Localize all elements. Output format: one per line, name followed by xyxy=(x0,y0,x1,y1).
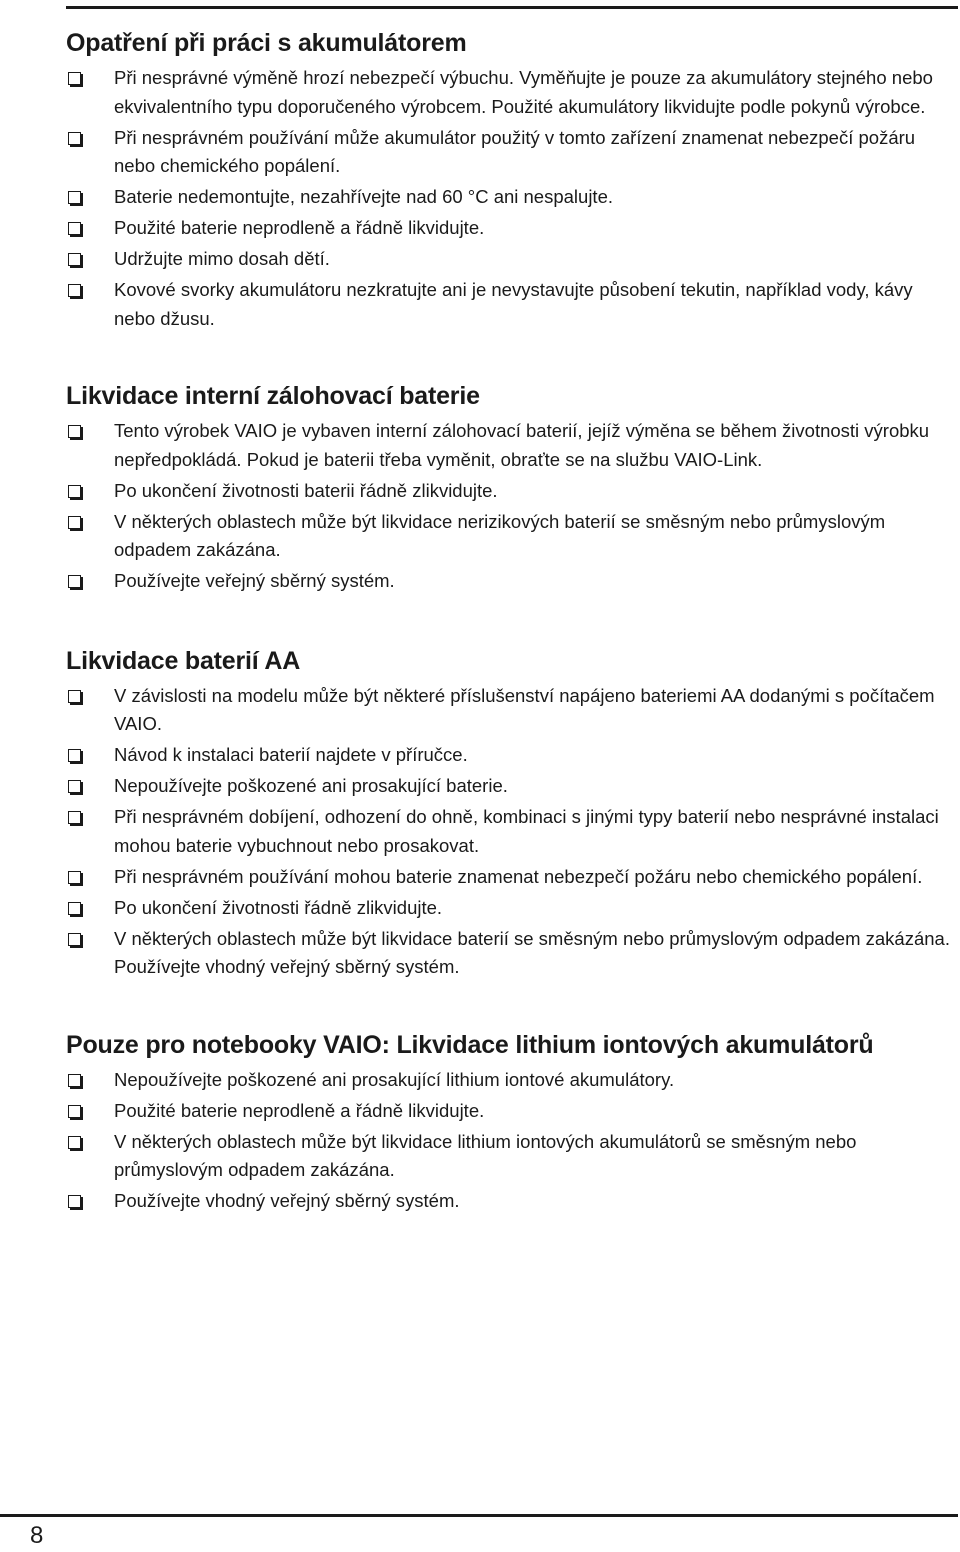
list-item xyxy=(66,741,958,770)
list-item-text: Při nesprávném používání může akumulátor použitý v tomto zařízení znamenat nebezpečí požáru nebo chemického popálení. xyxy=(114,126,916,176)
list-item xyxy=(66,894,958,923)
list-item xyxy=(66,1187,958,1216)
section-aa-batteries xyxy=(66,644,958,982)
bullet-list xyxy=(66,1066,958,1216)
list-item-text: Kovové svorky akumulátoru nezkratujte ani je nevystavujte působení tekutin, například vody, kávy nebo džusu. xyxy=(114,279,913,329)
checkbox-bullet-icon xyxy=(68,425,81,438)
list-item xyxy=(66,64,958,121)
checkbox-bullet-icon xyxy=(68,902,81,915)
checkbox-bullet-icon xyxy=(68,253,81,266)
list-item xyxy=(66,417,958,474)
list-item xyxy=(66,183,958,212)
bullet-list xyxy=(66,417,958,596)
list-item-text: Použité baterie neprodleně a řádně likvidujte. xyxy=(114,1099,485,1121)
list-item xyxy=(66,245,958,274)
checkbox-bullet-icon xyxy=(68,811,81,824)
checkbox-bullet-icon xyxy=(68,871,81,884)
section-heading: Likvidace interní zálohovací baterie xyxy=(66,382,480,410)
checkbox-bullet-icon xyxy=(68,222,81,235)
list-item-text: Při nesprávném používání mohou baterie znamenat nebezpečí požáru nebo chemického popálení. xyxy=(114,865,923,887)
list-item-text: Tento výrobek VAIO je vybaven interní zálohovací baterií, jejíž výměna se během životnosti výrobku nepředpokládá. Pokud je baterii třeba vyměnit, obraťte se na službu VAIO-Link. xyxy=(114,420,930,470)
list-item xyxy=(66,567,958,596)
bottom-rule xyxy=(0,1514,958,1517)
section-heading: Opatření při práci s akumulátorem xyxy=(66,29,467,57)
top-rule xyxy=(66,6,958,9)
list-item-text: Baterie nedemontujte, nezahřívejte nad 60 °C ani nespalujte. xyxy=(114,186,614,207)
section-lithium-ion-notebooks xyxy=(66,1028,958,1216)
checkbox-bullet-icon xyxy=(68,72,81,85)
section-heading: Pouze pro notebooky VAIO: Likvidace lithium iontových akumulátorů xyxy=(66,1030,874,1059)
checkbox-bullet-icon xyxy=(68,780,81,793)
list-item xyxy=(66,772,958,801)
list-item xyxy=(66,1128,958,1185)
checkbox-bullet-icon xyxy=(68,1105,81,1118)
list-item xyxy=(66,1097,958,1126)
list-item xyxy=(66,863,958,892)
checkbox-bullet-icon xyxy=(68,191,81,204)
document-body xyxy=(66,26,958,1262)
list-item xyxy=(66,925,958,982)
list-item-text: Udržujte mimo dosah dětí. xyxy=(114,248,330,269)
list-item-text: Používejte vhodný veřejný sběrný systém. xyxy=(114,1190,460,1211)
checkbox-bullet-icon xyxy=(68,1074,81,1087)
bullet-list xyxy=(66,64,958,333)
checkbox-bullet-icon xyxy=(68,1136,81,1149)
list-item xyxy=(66,1066,958,1095)
list-item xyxy=(66,477,958,506)
list-item-text: Při nesprávném dobíjení, odhození do ohně, kombinaci s jinými typy baterií nebo nesprávné instalaci mohou baterie vybuchnout nebo prosakovat. xyxy=(114,806,939,856)
checkbox-bullet-icon xyxy=(68,516,81,529)
checkbox-bullet-icon xyxy=(68,485,81,498)
list-item-text: V některých oblastech může být likvidace nerizikových baterií se směsným nebo průmyslovým odpadem zakázána. xyxy=(114,510,886,560)
list-item-text: V některých oblastech může být likvidace baterií se směsným nebo průmyslovým odpadem zakázána. Používejte vhodný veřejný sběrný systém. xyxy=(114,927,950,977)
list-item xyxy=(66,682,958,739)
checkbox-bullet-icon xyxy=(68,933,81,946)
list-item xyxy=(66,124,958,181)
list-item xyxy=(66,276,958,333)
section-internal-backup-battery xyxy=(66,379,958,596)
list-item-text: Návod k instalaci baterií najdete v příručce. xyxy=(114,744,468,765)
checkbox-bullet-icon xyxy=(68,575,81,588)
page-number: 8 xyxy=(30,1522,44,1549)
checkbox-bullet-icon xyxy=(68,284,81,297)
list-item xyxy=(66,214,958,243)
checkbox-bullet-icon xyxy=(68,1195,81,1208)
bullet-list xyxy=(66,682,958,982)
list-item-text: Nepoužívejte poškozené ani prosakující lithium iontové akumulátory. xyxy=(114,1068,675,1090)
list-item xyxy=(66,803,958,860)
list-item-text: V některých oblastech může být likvidace lithium iontových akumulátorů se směsným nebo průmyslovým odpadem zakázána. xyxy=(114,1130,857,1180)
list-item-text: Použité baterie neprodleně a řádně likvidujte. xyxy=(114,217,485,238)
list-item-text: Používejte veřejný sběrný systém. xyxy=(114,570,395,591)
checkbox-bullet-icon xyxy=(68,132,81,145)
checkbox-bullet-icon xyxy=(68,749,81,762)
section-heading: Likvidace baterií AA xyxy=(66,646,301,675)
checkbox-bullet-icon xyxy=(68,690,81,703)
list-item xyxy=(66,508,958,565)
list-item-text: Po ukončení životnosti baterii řádně zlikvidujte. xyxy=(114,479,498,501)
list-item-text: Nepoužívejte poškozené ani prosakující baterie. xyxy=(114,775,508,796)
list-item-text: Po ukončení životnosti řádně zlikvidujte. xyxy=(114,896,443,918)
list-item-text: V závislosti na modelu může být některé příslušenství napájeno bateriemi AA dodanými s počítačem VAIO. xyxy=(114,684,935,734)
section-battery-precautions xyxy=(66,26,958,333)
list-item-text: Při nesprávné výměně hrozí nebezpečí výbuchu. Vyměňujte je pouze za akumulátory stejného nebo ekvivalentního typu doporučeného výrobcem. Použité akumulátory likvidujte podle pokynů výrobce. xyxy=(114,67,933,117)
